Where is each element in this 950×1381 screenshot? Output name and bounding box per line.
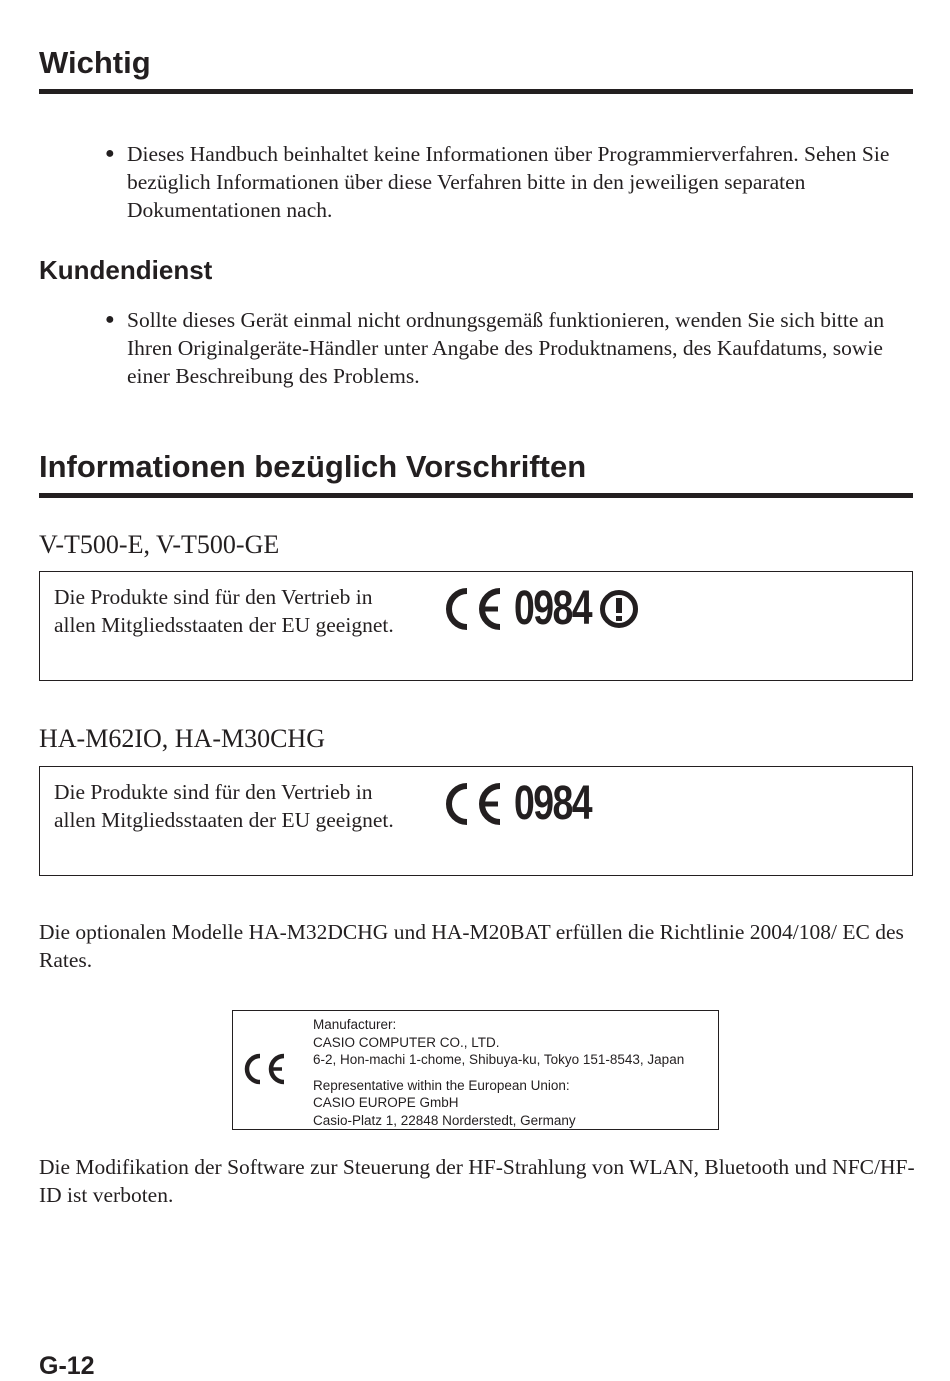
notified-body-number: 0984: [514, 777, 592, 830]
manufacturer-info: [313, 1016, 723, 1129]
manufacturer-label: Manufacturer:: [313, 1017, 397, 1032]
compliance-text: Die Produkte sind für den Vertrieb in allen Mitgliedsstaaten der EU geeignet.: [54, 585, 394, 637]
ce-marking: [440, 584, 639, 634]
compliance-text: Die Produkte sind für den Vertrieb in allen Mitgliedsstaaten der EU geeignet.: [54, 780, 394, 832]
eu-representative-label: Representative within the European Union:: [313, 1077, 570, 1093]
bullet-item: [105, 140, 915, 224]
bullet-text: Sollte dieses Gerät einmal nicht ordnungsgemäß funktionieren, wenden Sie sich bitte an Ihren Originalgeräte-Händler unter Angabe des Produktnamens, des Kaufdatums, sowie einer Beschreibung des Problems.: [127, 308, 885, 388]
manufacturer-box: [232, 1010, 719, 1130]
section-heading-vorschriften: Informationen bezüglich Vorschriften: [39, 449, 913, 498]
eu-representative-company: CASIO EUROPE GmbH: [313, 1095, 459, 1110]
eu-representative-address: Casio-Platz 1, 22848 Norderstedt, Germany: [313, 1112, 576, 1128]
model-list: HA-M62IO, HA-M30CHG: [39, 724, 325, 753]
model-list: V-T500-E, V-T500-GE: [39, 530, 280, 559]
compliance-box: [39, 766, 913, 876]
bullet-dot-icon: ●: [105, 311, 115, 328]
section-heading-kundendienst: Kundendienst: [39, 255, 213, 285]
modification-note: Die Modifikation der Software zur Steuerung der HF-Strahlung von WLAN, Bluetooth und NFC/HF-ID ist verboten.: [39, 1155, 915, 1207]
ce-mark-icon: [440, 782, 506, 826]
manufacturer-address: 6-2, Hon-machi 1-chome, Shibuya-ku, Tokyo 151-8543, Japan: [313, 1052, 685, 1067]
compliance-box: [39, 571, 913, 681]
manufacturer-company: CASIO COMPUTER CO., LTD.: [313, 1034, 500, 1050]
ce-mark-icon: [240, 1053, 288, 1085]
alert-circle-icon: [599, 589, 639, 629]
bullet-text: Dieses Handbuch beinhaltet keine Informationen über Programmierverfahren. Sehen Sie bezüglich Informationen über diese Verfahren bitte in den jeweiligen separaten Dokumentationen nach.: [127, 142, 890, 222]
section-heading-wichtig: Wichtig: [39, 45, 913, 94]
ce-mark-icon: [440, 587, 506, 631]
notified-body-number: 0984: [514, 582, 592, 635]
bullet-dot-icon: ●: [105, 145, 115, 162]
optional-models-note: Die optionalen Modelle HA-M32DCHG und HA-M20BAT erfüllen die Richtlinie 2004/108/ EC des Rates.: [39, 920, 904, 972]
page-number: G-12: [39, 1352, 95, 1380]
bullet-item: [105, 306, 915, 390]
ce-marking: [440, 779, 613, 829]
